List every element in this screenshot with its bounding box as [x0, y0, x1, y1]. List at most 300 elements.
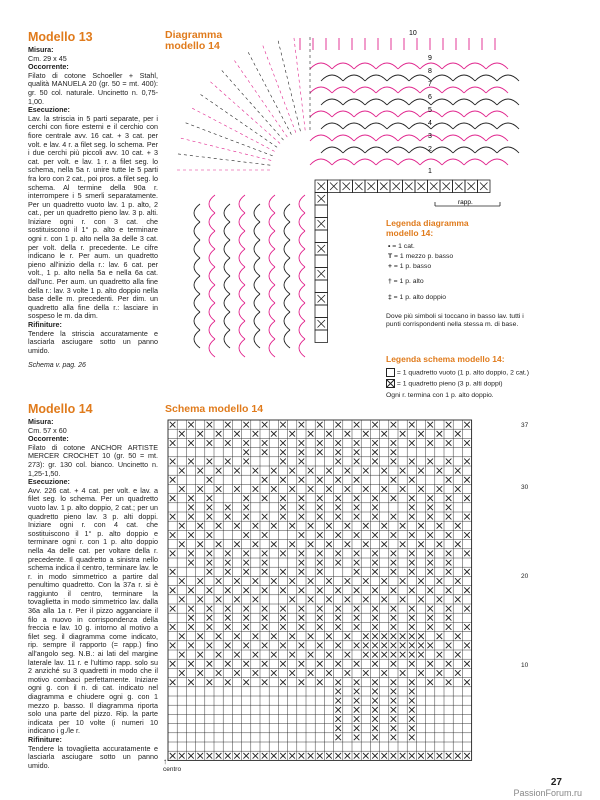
schema-filled-square	[427, 624, 433, 630]
schema-filled-square	[262, 753, 268, 759]
diagram-lace-arch	[354, 111, 376, 117]
schema-filled-square	[197, 486, 203, 492]
schema-filled-square	[335, 661, 341, 667]
schema-filled-square	[197, 652, 203, 658]
schema-filled-square	[280, 505, 286, 511]
schema-filled-square	[299, 440, 305, 446]
diagram-lace-arch	[453, 99, 475, 105]
schema-filled-square	[317, 477, 323, 483]
diagram-lace-arch	[194, 330, 200, 348]
schema-filled-square	[409, 679, 415, 685]
schema-filled-square	[188, 560, 194, 566]
diagram-lace-arch	[354, 87, 376, 93]
schema-filled-square	[345, 486, 351, 492]
schema-filled-square	[289, 633, 295, 639]
schema-filled-square	[427, 753, 433, 759]
schema-filled-square	[317, 587, 323, 593]
diagram14-row-label-4: 4	[428, 120, 432, 127]
diagram-lace-arch	[194, 222, 200, 240]
schema-filled-square	[207, 440, 213, 446]
schema-filled-square	[391, 679, 397, 685]
schema-filled-square	[216, 753, 222, 759]
schema-filled-square	[345, 468, 351, 474]
diagram-lace-arch	[194, 276, 200, 294]
schema-filled-square	[326, 753, 332, 759]
diagram-filet-cross	[343, 183, 351, 191]
schema-filled-square	[179, 486, 185, 492]
schema-filled-square	[308, 468, 314, 474]
schema-filled-square	[234, 597, 240, 603]
schema-filled-square	[317, 560, 323, 566]
schema-filled-square	[280, 661, 286, 667]
page-number: 27	[550, 777, 562, 788]
schema-filled-square	[179, 753, 185, 759]
schema-filled-square	[427, 606, 433, 612]
schema-filled-square	[308, 486, 314, 492]
schema-filled-square	[308, 670, 314, 676]
diagram-lace-arch	[464, 111, 486, 117]
schema-filled-square	[243, 560, 249, 566]
schema-filled-square	[317, 679, 323, 685]
schema-filled-square	[271, 578, 277, 584]
diagram-lace-arch	[254, 294, 260, 312]
diagram-lace-arch	[209, 249, 215, 267]
schema-filled-square	[225, 587, 231, 593]
diagram-lace-arch	[209, 285, 215, 303]
schema-filled-square	[464, 532, 470, 538]
schema-filled-square	[253, 523, 259, 529]
schema-filled-square	[188, 624, 194, 630]
schema-filled-square	[400, 652, 406, 658]
diagram-lace-arch	[224, 312, 230, 330]
diagram-lace-arch	[194, 258, 200, 276]
schema-filled-square	[391, 587, 397, 593]
schema-filled-square	[243, 679, 249, 685]
schema-filled-square	[363, 670, 369, 676]
schema-filled-square	[243, 606, 249, 612]
schema-filled-square	[299, 606, 305, 612]
diagram-filet-cross	[318, 183, 326, 191]
schema-filled-square	[317, 422, 323, 428]
schema-filled-square	[179, 652, 185, 658]
schema-filled-square	[317, 495, 323, 501]
schema-filled-square	[216, 597, 222, 603]
schema-filled-square	[446, 422, 452, 428]
schema-filled-square	[234, 486, 240, 492]
schema-filled-square	[391, 689, 397, 695]
schema-filled-square	[345, 523, 351, 529]
schema-filled-square	[289, 652, 295, 658]
schema-filled-square	[335, 606, 341, 612]
schema-filled-square	[216, 523, 222, 529]
schema-filled-square	[409, 505, 415, 511]
schema-filled-square	[372, 440, 378, 446]
schema-filled-square	[317, 449, 323, 455]
schema14-row-10: 10	[521, 662, 529, 669]
model14-rifiniture-label: Rifiniture:	[28, 734, 62, 744]
diagram-lace-arch	[497, 75, 519, 81]
schema-filled-square	[464, 606, 470, 612]
schema-filled-square	[409, 459, 415, 465]
diagram-filet-cross	[330, 183, 338, 191]
schema-filled-square	[271, 523, 277, 529]
schema-filled-square	[418, 431, 424, 437]
schema-filled-square	[225, 560, 231, 566]
schema-filled-square	[335, 449, 341, 455]
schema-filled-square	[372, 652, 378, 658]
schema-filled-square	[216, 431, 222, 437]
schema-filled-square	[317, 440, 323, 446]
diagram-lace-arch	[332, 111, 354, 117]
diagram-lace-arch	[269, 321, 275, 339]
diagram-filet-cross	[430, 183, 438, 191]
schema-filled-square	[372, 495, 378, 501]
schema-filled-square	[207, 606, 213, 612]
single-crochet-icon: +	[388, 263, 392, 270]
schema-filled-square	[372, 606, 378, 612]
schema-filled-square	[391, 560, 397, 566]
schema-filled-square	[308, 633, 314, 639]
diagram-lace-arch	[299, 303, 305, 321]
schema-filled-square	[437, 578, 443, 584]
schema-filled-square	[464, 477, 470, 483]
schema-filled-square	[262, 440, 268, 446]
diagram-lace-arch	[209, 321, 215, 339]
model13-misura-label: Misura:	[28, 45, 54, 54]
schema-filled-square	[354, 532, 360, 538]
schema-filled-square	[243, 422, 249, 428]
schema-filled-square	[280, 422, 286, 428]
diagram-lace-arch	[442, 87, 464, 93]
schema-filled-square	[446, 643, 452, 649]
schema-filled-square	[335, 495, 341, 501]
schema-filled-square	[253, 670, 259, 676]
schema-filled-square	[455, 633, 461, 639]
schema-filled-square	[234, 633, 240, 639]
diagram-lace-arch	[299, 195, 305, 213]
schema-filled-square	[464, 422, 470, 428]
schema-filled-square	[243, 569, 249, 575]
schema-filled-square	[455, 652, 461, 658]
schema-filled-square	[179, 578, 185, 584]
schema-filled-square	[446, 477, 452, 483]
schema-filled-square	[345, 578, 351, 584]
schema-filled-square	[225, 514, 231, 520]
schema-filled-square	[271, 431, 277, 437]
schema-filled-square	[188, 679, 194, 685]
schema-filled-square	[345, 431, 351, 437]
schema-filled-square	[418, 670, 424, 676]
schema-filled-square	[234, 670, 240, 676]
schema-filled-square	[280, 449, 286, 455]
schema-filled-square	[289, 670, 295, 676]
legend-diagram-title-line1: Legenda diagramma	[386, 218, 469, 228]
diagram-lace-arch	[239, 321, 245, 339]
schema-filled-square	[299, 661, 305, 667]
schema-filled-square	[207, 477, 213, 483]
diagram-lace-arch	[431, 123, 453, 129]
schema-filled-square	[363, 486, 369, 492]
schema-filled-square	[446, 532, 452, 538]
schema-filled-square	[207, 753, 213, 759]
schema-filled-square	[391, 698, 397, 704]
diagram-lace-arch	[194, 204, 200, 222]
schema-filled-square	[262, 514, 268, 520]
model14-esecuzione-label: Esecuzione:	[28, 477, 70, 487]
legend-schema-item-full: = 1 quadretto pieno (3 p. alti doppi)	[396, 380, 503, 388]
schema-filled-square	[234, 652, 240, 658]
schema-filled-square	[400, 643, 406, 649]
diagram-filet-cross	[380, 183, 388, 191]
schema-filled-square	[335, 735, 341, 741]
diagram-filet-cross	[318, 245, 326, 253]
schema-filled-square	[381, 431, 387, 437]
schema-filled-square	[225, 459, 231, 465]
schema-filled-square	[400, 468, 406, 474]
schema-filled-square	[400, 633, 406, 639]
schema-filled-square	[363, 633, 369, 639]
schema-filled-square	[427, 532, 433, 538]
schema-filled-square	[170, 459, 176, 465]
schema-filled-square	[207, 624, 213, 630]
schema-filled-square	[207, 560, 213, 566]
diagram-lace-arch	[310, 111, 332, 117]
schema-filled-square	[179, 468, 185, 474]
schema-filled-square	[381, 578, 387, 584]
schema-filled-square	[280, 679, 286, 685]
schema-filled-square	[409, 477, 415, 483]
diagram-lace-arch	[332, 159, 354, 165]
schema-filled-square	[381, 541, 387, 547]
diagram-lace-arch	[475, 99, 497, 105]
model13-text-block	[28, 30, 158, 355]
schema-filled-square	[372, 707, 378, 713]
schema-filled-square	[326, 486, 332, 492]
schema-filled-square	[381, 523, 387, 529]
diagram-lace-arch	[376, 111, 398, 117]
schema-filled-square	[207, 422, 213, 428]
schema-filled-square	[409, 606, 415, 612]
diagram-lace-arch	[387, 123, 409, 129]
schema-filled-square	[464, 624, 470, 630]
schema-filled-square	[253, 578, 259, 584]
model13-rifiniture: Tendere la striscia accuratamente e lasciarla asciugare sotto un panno umido.	[28, 328, 158, 355]
diagram-filet-cross	[468, 183, 476, 191]
schema-filled-square	[464, 569, 470, 575]
diagram-lace-arch	[284, 258, 290, 276]
diagram-lace-arch	[343, 123, 365, 129]
schema-filled-square	[409, 661, 415, 667]
schema-filled-square	[391, 725, 397, 731]
diagram-lace-arch	[209, 303, 215, 321]
schema-filled-square	[372, 735, 378, 741]
legend-schema-item-empty: = 1 quadretto vuoto (1 p. alto doppio, 2 cat.)	[396, 369, 529, 377]
diagram-lace-arch	[194, 294, 200, 312]
schema-filled-square	[455, 597, 461, 603]
schema-filled-square	[326, 652, 332, 658]
schema-filled-square	[427, 615, 433, 621]
schema-filled-square	[225, 440, 231, 446]
schema-filled-square	[437, 652, 443, 658]
schema-filled-square	[363, 468, 369, 474]
schema-filled-square	[446, 624, 452, 630]
legend-schema-empty	[386, 368, 529, 377]
legend-schema-title: Legenda schema modello 14:	[386, 354, 505, 364]
diagram-lace-arch	[486, 159, 508, 165]
model14-esecuzione: Avv. 226 cat. + 4 cat. per volt. e lav. a filet seg. lo schema. Per un quadretto vuoto lav. 1 p. alto doppio, 2 cat.; per un quadretto pieno lav. 3 p. alti doppi. Iniziare ogni r. con 4 cat. che sostituiscono il 1° p. alto doppio e terminare ogni r. con 1 p. alto doppio nella 4a delle cat. per voltare della r. precedente. Il quadretto a sinistra nello schema indica il centro, terminare lav. le r. in modo simmetrico a partire dal penultimo quadretto. Con la 37a r. si è raggiunto il centro, terminare la tovaglietta in modo simmetrico lav. dalla 36a alla 1a r. Per il pizzo agganciare il filo a nuovo in corrispondenza della freccia e lav. 10 g. intorno al motivo a filet seg. il diagramma come indicato, rip. sempre il rapporto (= rapp.) fino all'angolo seg. N.B.: ai lati del margine laterale lav. 11 r. e l'ultimo rapp. solo su 2 anziché su 3 quadretti in modo che il motivo combaci perfettamente. Iniziare ogni g. con il n. di cat. indicato nel diagramma e chiudere ogni g. con 1 mezzo p. basso. Il diagramma riporta solo una parte del pizzo. Rip. la parte indicata per 10 volte (i numeri 10 indicano i g./le r.	[28, 485, 158, 736]
schema-filled-square	[253, 652, 259, 658]
schema-filled-square	[446, 459, 452, 465]
schema-filled-square	[446, 551, 452, 557]
schema14-centro-label: centro	[163, 766, 182, 773]
schema-filled-square	[354, 587, 360, 593]
schema-filled-square	[225, 643, 231, 649]
diagram-filet-cross	[393, 183, 401, 191]
schema-filled-square	[372, 679, 378, 685]
model14-misura-label: Misura:	[28, 417, 54, 426]
schema-filled-square	[335, 587, 341, 593]
schema-filled-square	[225, 679, 231, 685]
schema-filled-square	[317, 551, 323, 557]
schema-filled-square	[335, 532, 341, 538]
schema-filled-square	[372, 560, 378, 566]
diagram-lace-arch	[284, 294, 290, 312]
diagram-lace-arch	[376, 63, 398, 69]
schema-filled-square	[427, 459, 433, 465]
schema-filled-square	[225, 661, 231, 667]
diagram-filet-cross	[405, 183, 413, 191]
schema-filled-square	[409, 532, 415, 538]
diagram-filet-cross	[480, 183, 488, 191]
schema-filled-square	[335, 716, 341, 722]
schema-filled-square	[455, 486, 461, 492]
schema-filled-square	[207, 495, 213, 501]
schema-filled-square	[354, 514, 360, 520]
legend-schema-note: Ogni r. termina con 1 p. alto doppio.	[386, 392, 494, 399]
schema-filled-square	[326, 633, 332, 639]
schema-filled-square	[197, 431, 203, 437]
schema-filled-square	[372, 698, 378, 704]
diagram-corner-ray	[262, 44, 296, 133]
schema-filled-square	[409, 440, 415, 446]
diagram-lace-arch	[224, 258, 230, 276]
schema-filled-square	[427, 551, 433, 557]
diagram-lace-arch	[299, 249, 305, 267]
schema-filled-square	[446, 569, 452, 575]
legend-diagram-item-hdc: = 1 mezzo p. basso	[394, 253, 454, 260]
diagram14-row-label-5: 5	[428, 107, 432, 114]
schema-filled-square	[253, 431, 259, 437]
schema-filled-square	[427, 505, 433, 511]
diagram-lace-arch	[486, 87, 508, 93]
schema-filled-square	[418, 633, 424, 639]
schema-filled-square	[354, 679, 360, 685]
schema-filled-square	[335, 505, 341, 511]
diagram-lace-arch	[254, 276, 260, 294]
schema14-grid	[168, 420, 472, 760]
schema-filled-square	[170, 532, 176, 538]
schema-filled-square	[299, 505, 305, 511]
schema-filled-square	[234, 431, 240, 437]
schema-filled-square	[299, 551, 305, 557]
schema-filled-square	[188, 615, 194, 621]
schema-filled-square	[170, 643, 176, 649]
schema-filled-square	[372, 532, 378, 538]
schema-filled-square	[262, 551, 268, 557]
model13-schema-ref: Schema v. pag. 26	[28, 362, 86, 369]
schema-filled-square	[253, 753, 259, 759]
schema-filled-square	[280, 569, 286, 575]
schema-filled-square	[299, 624, 305, 630]
schema-filled-square	[262, 495, 268, 501]
schema-filled-square	[207, 615, 213, 621]
schema-filled-square	[243, 661, 249, 667]
schema-filled-square	[391, 569, 397, 575]
schema-filled-square	[317, 615, 323, 621]
schema-filled-square	[207, 569, 213, 575]
schema-filled-square	[216, 468, 222, 474]
schema-filled-square	[372, 689, 378, 695]
diagram-filet-square	[315, 280, 328, 293]
schema-filled-square	[464, 440, 470, 446]
schema-filled-square	[317, 643, 323, 649]
diagram-lace-arch	[376, 159, 398, 165]
schema-filled-square	[418, 652, 424, 658]
legend-diagram-item-tr: = 1 p. alto doppio	[393, 294, 447, 301]
diagram-filet-cross	[355, 183, 363, 191]
schema-filled-square	[308, 431, 314, 437]
schema-filled-square	[409, 587, 415, 593]
schema-filled-square	[225, 422, 231, 428]
schema-filled-square	[372, 551, 378, 557]
schema-filled-square	[299, 422, 305, 428]
schema-filled-square	[170, 477, 176, 483]
schema-filled-square	[391, 652, 397, 658]
schema-filled-square	[354, 725, 360, 731]
schema-filled-square	[418, 753, 424, 759]
schema-filled-square	[427, 495, 433, 501]
schema-filled-square	[446, 679, 452, 685]
schema-filled-square	[427, 643, 433, 649]
schema-filled-square	[381, 633, 387, 639]
schema-filled-square	[326, 597, 332, 603]
diagram-lace-arch	[321, 99, 343, 105]
schema-filled-square	[207, 587, 213, 593]
schema-filled-square	[372, 633, 378, 639]
schema-filled-square	[243, 459, 249, 465]
treble-crochet-icon: ‡	[388, 294, 392, 301]
schema-filled-square	[446, 753, 452, 759]
schema-filled-square	[354, 689, 360, 695]
schema-filled-square	[289, 486, 295, 492]
diagram14-row-label-7: 7	[428, 81, 432, 88]
legend-diagram-tr	[388, 294, 446, 302]
diagram-lace-arch	[299, 267, 305, 285]
schema-filled-square	[372, 753, 378, 759]
schema-filled-square	[335, 643, 341, 649]
schema-filled-square	[437, 597, 443, 603]
schema-filled-square	[207, 532, 213, 538]
diagram-lace-arch	[442, 111, 464, 117]
schema-filled-square	[289, 431, 295, 437]
schema-filled-square	[317, 606, 323, 612]
legend-diagram-sc	[388, 263, 431, 271]
schema-filled-square	[335, 551, 341, 557]
schema-filled-square	[400, 541, 406, 547]
schema-filled-square	[289, 541, 295, 547]
model13-rifiniture-label: Rifiniture:	[28, 320, 62, 329]
schema-filled-square	[381, 486, 387, 492]
